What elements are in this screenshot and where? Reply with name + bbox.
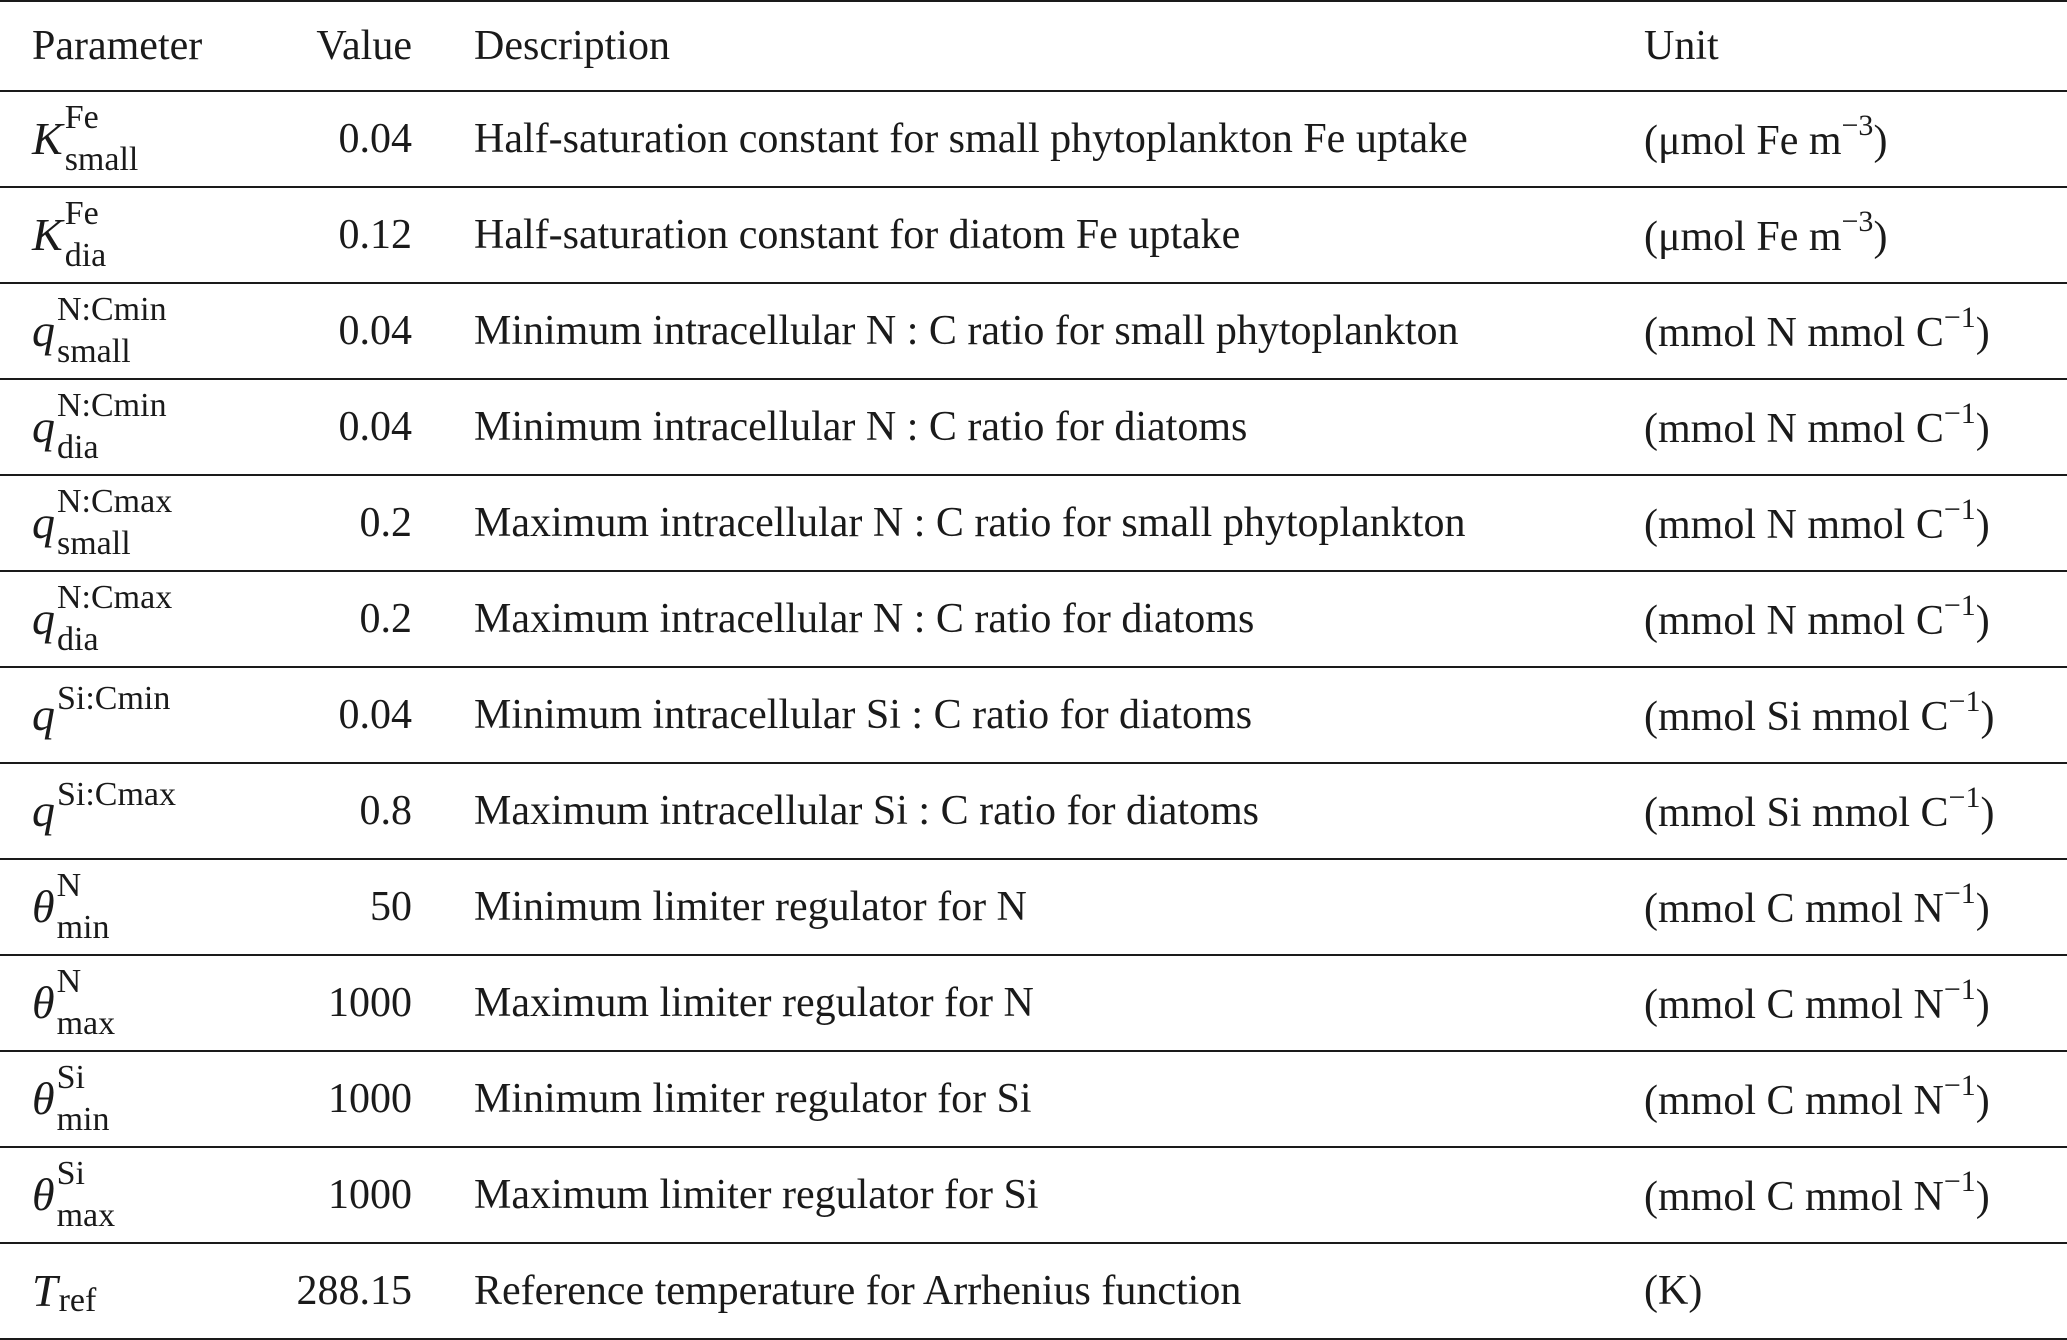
unit-cell (1644, 572, 1990, 666)
table-body (0, 92, 2067, 1340)
unit-exponent: −1 (1943, 493, 1976, 526)
header-unit: Unit (1644, 23, 1719, 69)
symbol-subscript: small (57, 333, 131, 370)
symbol-superscript: Si:Cmax (57, 776, 177, 813)
unit-cell (1644, 1148, 1990, 1242)
unit-close: ) (1975, 502, 1990, 548)
symbol-subscript: min (56, 1101, 110, 1138)
table-row (0, 284, 2067, 380)
unit-close: ) (1873, 214, 1888, 260)
unit-main: (mmol C mmol N (1644, 982, 1944, 1028)
unit-exponent: −1 (1943, 397, 1976, 430)
value-cell: 0.12 (338, 212, 412, 258)
value-cell: 0.04 (338, 308, 412, 354)
unit-text (1644, 493, 1990, 549)
symbol-scripts (57, 483, 173, 562)
header-parameter: Parameter (32, 23, 203, 69)
unit-exponent: −1 (1943, 1069, 1976, 1102)
parameter-cell (32, 380, 167, 474)
parameter-cell (32, 476, 172, 570)
symbol-scripts (56, 867, 110, 946)
unit-text (1644, 1069, 1990, 1125)
unit-main: (mmol N mmol C (1644, 598, 1944, 644)
parameter-symbol (32, 776, 177, 836)
unit-close: ) (1975, 310, 1990, 356)
symbol-scripts (57, 387, 167, 466)
unit-text (1644, 781, 1995, 837)
unit-text (1644, 685, 1995, 741)
description-cell: Maximum limiter regulator for Si (474, 1172, 1039, 1218)
table-row (0, 92, 2067, 188)
value-cell: 50 (370, 884, 412, 930)
table-row (0, 764, 2067, 860)
unit-main: (mmol C mmol N (1644, 1174, 1944, 1220)
unit-main: (mmol Si mmol C (1644, 694, 1949, 740)
symbol-subscript: max (56, 1005, 116, 1042)
value-cell: 1000 (328, 1172, 412, 1218)
parameter-cell (32, 1052, 110, 1146)
unit-main: (mmol N mmol C (1644, 310, 1944, 356)
unit-exponent: −3 (1841, 109, 1874, 142)
unit-cell (1644, 1052, 1990, 1146)
symbol-base: q (32, 593, 55, 644)
unit-text (1644, 205, 1888, 261)
header-value: Value (316, 23, 412, 69)
description-cell: Maximum intracellular N : C ratio for small phytoplankton (474, 500, 1466, 546)
parameter-cell (32, 284, 167, 378)
unit-cell (1644, 764, 1994, 858)
symbol-scripts (56, 1155, 116, 1234)
parameter-symbol (32, 867, 110, 946)
parameter-symbol (32, 1059, 110, 1138)
table-row (0, 476, 2067, 572)
unit-cell (1644, 284, 1990, 378)
unit-cell (1644, 476, 1990, 570)
parameter-symbol (32, 963, 116, 1042)
table-header-row (0, 0, 2067, 92)
unit-text (1644, 973, 1990, 1029)
unit-exponent: −1 (1948, 781, 1981, 814)
table-row (0, 572, 2067, 668)
symbol-superscript: N:Cmin (57, 387, 167, 424)
value-cell: 0.04 (338, 116, 412, 162)
symbol-subscript: small (57, 525, 131, 562)
unit-text (1644, 397, 1990, 453)
parameter-symbol (32, 291, 167, 370)
symbol-subscript: min (56, 909, 110, 946)
parameter-cell (32, 1244, 96, 1338)
symbol-superscript: Si (56, 1059, 85, 1096)
symbol-superscript: N (56, 867, 82, 904)
unit-close: ) (1980, 694, 1995, 740)
value-cell: 288.15 (296, 1268, 412, 1314)
symbol-scripts (57, 579, 173, 658)
symbol-superscript: N:Cmin (57, 291, 167, 328)
description-cell: Minimum limiter regulator for N (474, 884, 1027, 930)
table-row (0, 380, 2067, 476)
value-cell: 0.04 (338, 404, 412, 450)
description-cell: Minimum limiter regulator for Si (474, 1076, 1032, 1122)
unit-exponent: −3 (1841, 205, 1874, 238)
unit-close: ) (1975, 982, 1990, 1028)
value-cell: 1000 (328, 1076, 412, 1122)
unit-text (1644, 589, 1990, 645)
symbol-superscript: Fe (64, 195, 99, 232)
table-row (0, 860, 2067, 956)
parameter-cell (32, 956, 115, 1050)
symbol-superscript: N:Cmax (57, 579, 173, 616)
unit-cell (1644, 860, 1990, 954)
description-cell: Minimum intracellular N : C ratio for diatoms (474, 404, 1248, 450)
table-row (0, 668, 2067, 764)
symbol-scripts (57, 291, 167, 370)
unit-exponent: −1 (1943, 589, 1976, 622)
parameter-cell (32, 92, 138, 186)
unit-cell (1644, 92, 1887, 186)
table-row (0, 1244, 2067, 1340)
parameter-cell (32, 668, 170, 762)
symbol-base: θ (32, 1073, 55, 1124)
table-row (0, 1148, 2067, 1244)
parameter-symbol (32, 483, 173, 562)
parameter-symbol (32, 579, 173, 658)
symbol-scripts (56, 1059, 110, 1138)
symbol-base: T (32, 1265, 58, 1316)
parameter-cell (32, 1148, 115, 1242)
symbol-subscript: dia (57, 621, 99, 658)
description-cell: Maximum intracellular N : C ratio for diatoms (474, 596, 1255, 642)
symbol-scripts (56, 963, 116, 1042)
symbol-subscript: dia (64, 237, 107, 274)
parameter-symbol (32, 99, 139, 178)
unit-main: (μmol Fe m (1644, 214, 1842, 260)
unit-cell (1644, 188, 1887, 282)
symbol-base: q (32, 689, 55, 740)
symbol-base: θ (32, 977, 55, 1028)
unit-cell (1644, 956, 1990, 1050)
symbol-subscript: ref (58, 1282, 97, 1319)
value-cell: 0.2 (359, 596, 412, 642)
table-row (0, 956, 2067, 1052)
unit-close: ) (1975, 886, 1990, 932)
symbol-base: K (32, 113, 63, 164)
header-description: Description (474, 23, 670, 69)
unit-exponent: −1 (1943, 301, 1976, 334)
unit-main: (mmol C mmol N (1644, 1078, 1944, 1124)
unit-text (1644, 877, 1990, 933)
unit-main: (mmol C mmol N (1644, 886, 1944, 932)
symbol-subscript: small (64, 141, 139, 178)
symbol-base: θ (32, 1169, 55, 1220)
parameter-cell (32, 572, 172, 666)
unit-cell (1644, 380, 1990, 474)
unit-exponent: −1 (1943, 973, 1976, 1006)
symbol-base: q (32, 401, 55, 452)
unit-text (1644, 1165, 1990, 1221)
parameter-cell (32, 860, 110, 954)
unit-exponent: −1 (1943, 1165, 1976, 1198)
description-cell: Half-saturation constant for small phytoplankton Fe uptake (474, 116, 1468, 162)
value-cell: 0.2 (359, 500, 412, 546)
unit-exponent: −1 (1943, 877, 1976, 910)
unit-text (1644, 109, 1888, 165)
symbol-superscript: N:Cmax (57, 483, 173, 520)
unit-close: ) (1975, 1078, 1990, 1124)
symbol-subscript: dia (57, 429, 99, 466)
description-cell: Minimum intracellular N : C ratio for small phytoplankton (474, 308, 1459, 354)
parameter-symbol (32, 195, 107, 274)
parameter-symbol (32, 1155, 116, 1234)
symbol-base: K (32, 209, 63, 260)
parameter-symbol (32, 387, 167, 466)
unit-cell (1644, 1244, 1702, 1338)
symbol-subscript: max (56, 1197, 116, 1234)
symbol-base: q (32, 785, 55, 836)
symbol-base: q (32, 305, 55, 356)
symbol-superscript: Fe (64, 99, 99, 136)
parameter-symbol (32, 1265, 97, 1319)
description-cell: Maximum limiter regulator for N (474, 980, 1034, 1026)
symbol-scripts (64, 195, 107, 274)
unit-exponent: −1 (1948, 685, 1981, 718)
parameter-symbol (32, 680, 171, 740)
unit-cell (1644, 668, 1994, 762)
unit-main: (mmol Si mmol C (1644, 790, 1949, 836)
symbol-base: θ (32, 881, 55, 932)
symbol-base: q (32, 497, 55, 548)
symbol-scripts (64, 99, 139, 178)
unit-main: (μmol Fe m (1644, 118, 1842, 164)
description-cell: Half-saturation constant for diatom Fe uptake (474, 212, 1241, 258)
unit-close: ) (1975, 406, 1990, 452)
description-cell: Reference temperature for Arrhenius function (474, 1268, 1242, 1314)
value-cell: 1000 (328, 980, 412, 1026)
symbol-superscript: Si:Cmin (57, 680, 171, 717)
unit-text (1644, 301, 1990, 357)
unit-main: (mmol N mmol C (1644, 406, 1944, 452)
unit-text (1644, 1267, 1702, 1315)
description-cell: Minimum intracellular Si : C ratio for diatoms (474, 692, 1253, 738)
table-row (0, 188, 2067, 284)
unit-main: (K) (1644, 1268, 1703, 1314)
parameter-cell (32, 188, 106, 282)
description-cell: Maximum intracellular Si : C ratio for diatoms (474, 788, 1260, 834)
parameter-cell (32, 764, 176, 858)
unit-close: ) (1873, 118, 1888, 164)
value-cell: 0.04 (338, 692, 412, 738)
value-cell: 0.8 (359, 788, 412, 834)
table-row (0, 1052, 2067, 1148)
unit-close: ) (1975, 1174, 1990, 1220)
symbol-superscript: Si (56, 1155, 85, 1192)
symbol-superscript: N (56, 963, 82, 1000)
unit-main: (mmol N mmol C (1644, 502, 1944, 548)
unit-close: ) (1975, 598, 1990, 644)
unit-close: ) (1980, 790, 1995, 836)
